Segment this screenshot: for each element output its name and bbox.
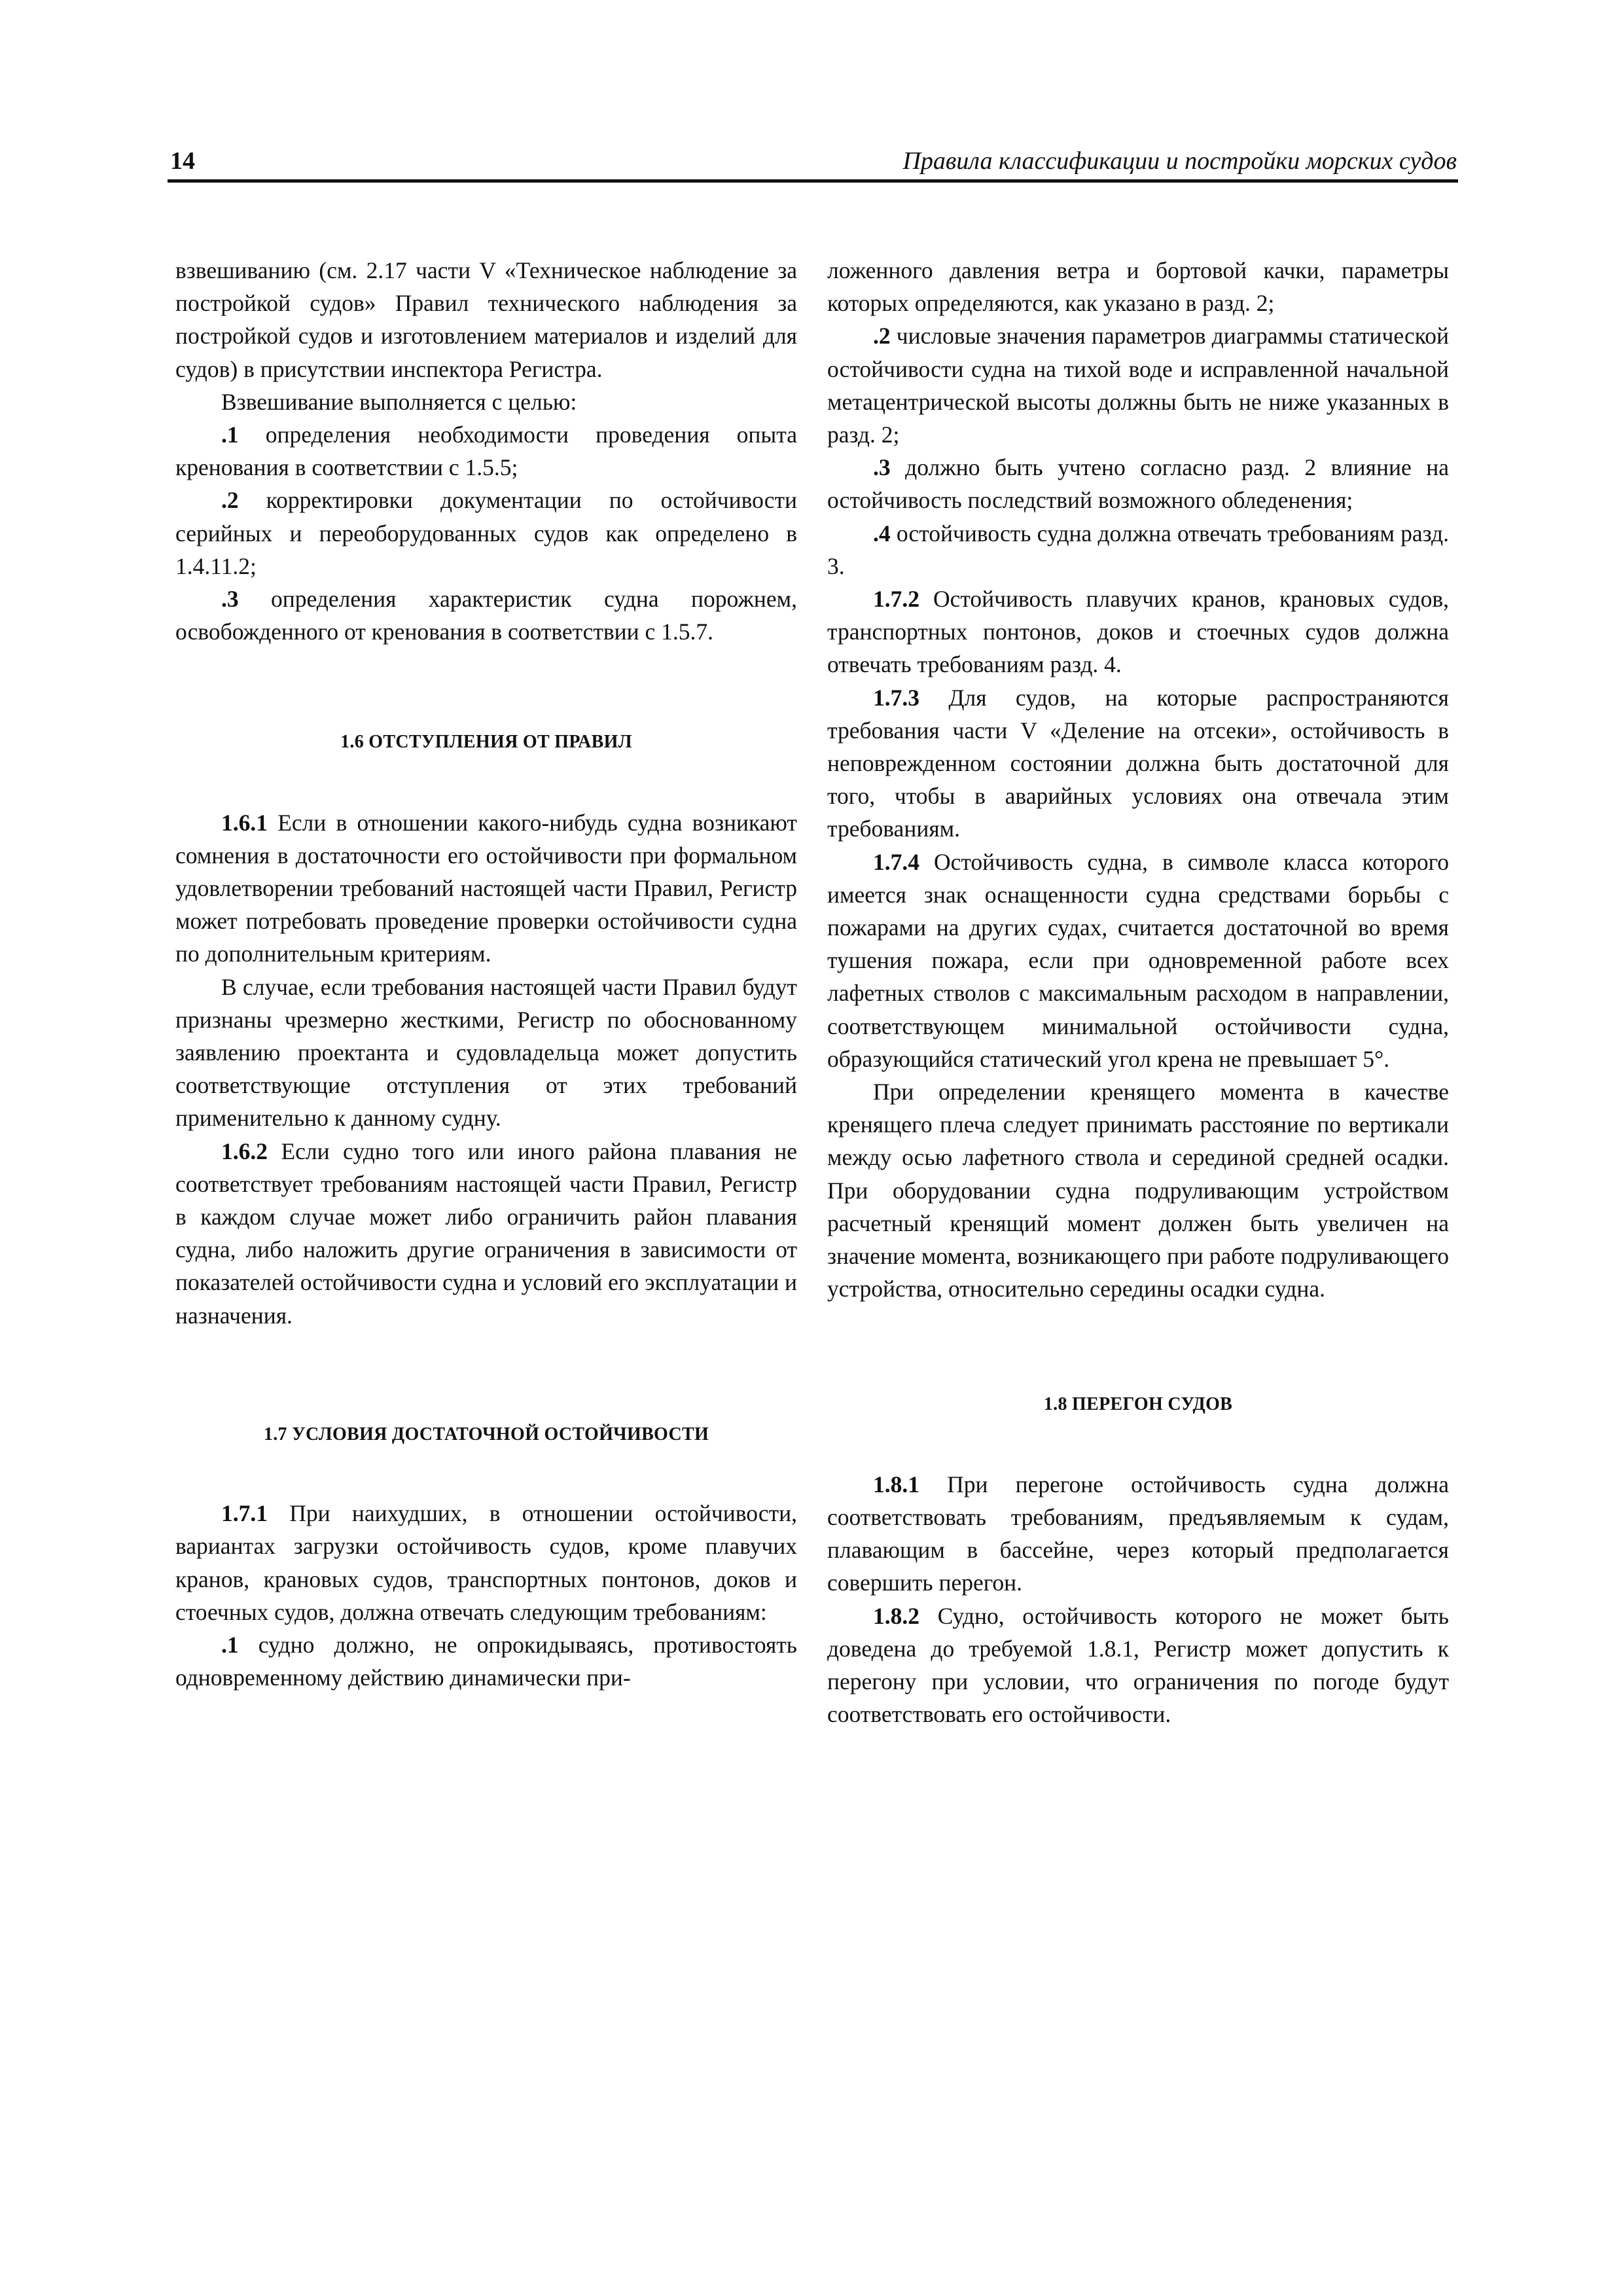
clause-number: 1.7.4	[873, 848, 919, 875]
clause-text: Судно, остойчивость которого не может быть доведена до требуемой 1.8.1, Регистр может допустить к перегону при условии, что ограничения по погоде будут соответствовать его остойчивости.	[827, 1602, 1449, 1728]
section-heading-1-6: 1.6 ОТСТУПЛЕНИЯ ОТ ПРАВИЛ	[340, 732, 632, 753]
item-text: остойчивость судна должна отвечать требованиям разд. 3.	[827, 520, 1449, 579]
clause	[827, 583, 1449, 681]
item-number: .2	[221, 487, 239, 514]
clause-number: 1.7.3	[873, 684, 919, 711]
clause-number: 1.6.2	[221, 1138, 268, 1164]
list-item	[175, 1628, 797, 1694]
page-number: 14	[170, 147, 195, 175]
list-item	[827, 517, 1449, 583]
section-heading-1-7: 1.7 УСЛОВИЯ ДОСТАТОЧНОЙ ОСТОЙЧИВОСТИ	[263, 1424, 709, 1444]
clause-text: При наихудших, в отношении остойчивости, вариантах загрузки остойчивость судов, кроме плавучих кранов, крановых судов, транспортных понтонов, доков и стоечных судов, должна отвечать следующим требованиям:	[175, 1500, 797, 1625]
clause-text: Если судно того или иного района плавания не соответствует требованиям настоящей части Правил, Регистр в каждом случае может либо ограничить район плавания судна, либо наложить другие ограничения в зависимости от показателей остойчивости судна и условий его эксплуатации и назначения.	[175, 1138, 797, 1329]
paragraph: Взвешивание выполняется с целью:	[221, 388, 577, 415]
clause	[827, 846, 1449, 1075]
clause-text: Остойчивость плавучих кранов, крановых судов, транспортных понтонов, доков и стоечных судов должна отвечать требованиям разд. 4.	[827, 586, 1449, 678]
page-header	[168, 144, 1458, 178]
section-heading-1-8: 1.8 ПЕРЕГОН СУДОВ	[1043, 1393, 1233, 1414]
paragraph: При определении кренящего момента в качестве кренящего плеча следует принимать расстояние по вертикали между осью лафетного ствола и серединой средней осадки. При оборудовании судна подруливающим устройством расчетный кренящий момент должен быть увеличен на значение момента, возникающего при работе подруливающего устройства, относительно середины осадки судна.	[827, 1079, 1449, 1302]
right-column	[827, 254, 1449, 1731]
clause-number: 1.8.2	[873, 1602, 919, 1629]
clause	[175, 806, 797, 971]
list-item	[175, 418, 797, 484]
list-item	[175, 484, 797, 583]
running-title: Правила классификации и постройки морских судов	[902, 147, 1457, 175]
clause	[175, 1135, 797, 1332]
item-text: определения необходимости проведения опыта кренования в соответствии с 1.5.5;	[175, 422, 797, 481]
list-item	[827, 451, 1449, 516]
item-text: корректировки документации по остойчивости серийных и переоборудованных судов как определено в 1.4.11.2;	[175, 487, 797, 579]
clause-text: Если в отношении какого-нибудь судна возникают сомнения в достаточности его остойчивости при формальном удовлетворении требований настоящей части Правил, Регистр может потребовать проведение проверки остойчивости судна по дополнительным критериям.	[175, 809, 797, 967]
paragraph: ложенного давления ветра и бортовой качки, параметры которых определяются, как указано в разд. 2;	[827, 257, 1449, 317]
item-number: .3	[873, 454, 891, 481]
clause-text: Для судов, на которые распространяются требования части V «Деление на отсеки», остойчивость в неповрежденном состоянии должна быть достаточной для того, чтобы в аварийных условиях она отвечала этим требованиям.	[827, 684, 1449, 842]
clause	[175, 1497, 797, 1628]
clause	[827, 681, 1449, 846]
clause-number: 1.8.1	[873, 1471, 919, 1498]
paragraph: взвешиванию (см. 2.17 части V «Техническое наблюдение за постройкой судов» Правил технического наблюдения за постройкой судов и изготовлением материалов и изделий для судов) в присутствии инспектора Регистра.	[175, 257, 797, 382]
header-rule	[168, 179, 1458, 183]
clause	[827, 1600, 1449, 1731]
clause-text: При перегоне остойчивость судна должна соответствовать требованиям, предъявляемым к судам, плавающим в бассейне, через который предполагается совершить перегон.	[827, 1471, 1449, 1596]
item-text: должно быть учтено согласно разд. 2 влияние на остойчивость последствий возможного обледенения;	[827, 454, 1449, 514]
clause-number: 1.7.2	[873, 586, 919, 613]
clause-text: Остойчивость судна, в символе класса которого имеется знак оснащенности судна средствами борьбы с пожарами на других судах, считается достаточной во время тушения пожара, если при одновременной работе всех лафетных стволов с максимальным расходом в направлении, соответствующем минимальной остойчивости судна, образующийся статический угол крена не превышает 5°.	[827, 848, 1449, 1072]
item-text: определения характеристик судна порожнем, освобожденного от кренования в соответствии с 1.5.7.	[175, 586, 797, 645]
clause	[827, 1468, 1449, 1600]
item-number: .4	[873, 520, 891, 547]
clause-number: 1.7.1	[221, 1500, 268, 1527]
left-column	[175, 254, 797, 1694]
list-item	[827, 319, 1449, 451]
item-number: .1	[221, 422, 239, 448]
item-number: .3	[221, 586, 239, 613]
item-number: .2	[873, 323, 891, 350]
paragraph: В случае, если требования настоящей части Правил будут признаны чрезмерно жесткими, Регистр по обоснованному заявлению проектанта и судовладельца может допустить соответствующие отступления от этих требований применительно к данному судну.	[175, 973, 797, 1132]
item-number: .1	[221, 1631, 239, 1658]
clause-number: 1.6.1	[221, 809, 268, 836]
item-text: числовые значения параметров диаграммы статической остойчивости судна на тихой воде и исправленной начальной метацентрической высоты должны быть не ниже указанных в разд. 2;	[827, 323, 1449, 448]
list-item	[175, 583, 797, 648]
item-text: судно должно, не опрокидываясь, противостоять одновременному действию динамически при-	[175, 1631, 797, 1691]
